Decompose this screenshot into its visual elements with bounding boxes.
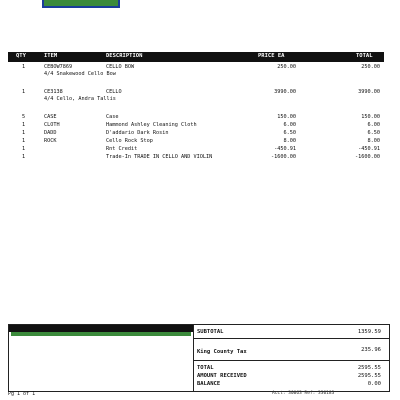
- row-item: CEBOW7869: [44, 64, 73, 70]
- row-total: 3990.00: [358, 89, 380, 95]
- table-row: [8, 145, 384, 153]
- total-value: 2595.55: [357, 365, 381, 371]
- row-description: Rnt Credit: [106, 146, 138, 152]
- row-price: -1600.00: [271, 154, 296, 160]
- store-logo-banner: [42, 0, 120, 8]
- col-item: ITEM: [44, 53, 58, 59]
- col-price-ea: PRICE EA: [258, 53, 285, 59]
- row-total: 6.50: [367, 130, 380, 136]
- tax-label: King County Tax: [197, 349, 247, 355]
- row-description: Case: [106, 114, 119, 120]
- row-price: 6.00: [283, 122, 296, 128]
- row-description: Trade-In TRADE IN CELLO AND VIOLIN: [106, 154, 213, 160]
- row-total: -1600.00: [355, 154, 380, 160]
- row-note-text: 4/4 Snakewood Cello Bow: [44, 71, 116, 77]
- row-price: 6.50: [283, 130, 296, 136]
- row-item: CLOTH: [44, 122, 60, 128]
- balance-value: 0.00: [367, 381, 381, 387]
- row-item: DADD: [44, 130, 57, 136]
- table-row: [8, 153, 384, 161]
- row-price: 250.00: [277, 64, 296, 70]
- col-total: TOTAL: [356, 53, 373, 59]
- row-qty: 1: [22, 154, 26, 160]
- amount-received-label: AMOUNT RECEIVED: [197, 373, 247, 379]
- total-label: TOTAL: [197, 365, 214, 371]
- row-note: [8, 70, 384, 78]
- amount-received-value: 2595.55: [357, 373, 381, 379]
- items-table-header: [8, 52, 384, 62]
- row-qty: 1: [22, 122, 26, 128]
- row-note-text: 4/4 Cello, Andra Tallis: [44, 96, 116, 102]
- notes-header-bar: [9, 325, 193, 332]
- row-total: 250.00: [361, 64, 380, 70]
- row-total: 6.00: [367, 122, 380, 128]
- row-item: CE3138: [44, 89, 63, 95]
- row-description: Cello Rock Stop: [106, 138, 153, 144]
- row-price: 8.00: [283, 138, 296, 144]
- row-price: -450.91: [274, 146, 296, 152]
- table-row: [8, 129, 384, 137]
- table-row: [8, 137, 384, 145]
- row-price: 150.00: [277, 114, 296, 120]
- row-description: CELLO: [106, 89, 122, 95]
- row-total: 8.00: [367, 138, 380, 144]
- notes-accent-bar: [11, 332, 191, 336]
- subtotal-value: 1359.59: [357, 329, 381, 335]
- col-description: DESCRIPTION: [106, 53, 143, 59]
- account-reference: Acct: 30063 Ref: 330183: [272, 391, 335, 396]
- row-description: D'addario Dark Rosin: [106, 130, 169, 136]
- subtotal-label: SUBTOTAL: [197, 329, 224, 335]
- table-row: [8, 113, 384, 121]
- totals-box: [8, 324, 390, 392]
- row-description: CELLO BOW: [106, 64, 135, 70]
- row-price: 3990.00: [274, 89, 296, 95]
- row-qty: 1: [22, 130, 26, 136]
- balance-label: BALANCE: [197, 381, 221, 387]
- row-description: Hammond Ashley Cleaning Cloth: [106, 122, 197, 128]
- col-qty: QTY: [16, 53, 26, 59]
- row-qty: 1: [22, 138, 26, 144]
- divider: [193, 360, 389, 361]
- row-note: [8, 95, 384, 103]
- notes-panel: [9, 325, 194, 391]
- divider: [193, 338, 389, 339]
- row-qty: 1: [22, 89, 26, 95]
- tax-value: 235.96: [361, 347, 381, 353]
- row-total: -450.91: [358, 146, 380, 152]
- row-item: ROCK: [44, 138, 57, 144]
- row-total: 150.00: [361, 114, 380, 120]
- row-qty: 1: [22, 64, 26, 70]
- row-qty: 5: [22, 114, 26, 120]
- row-item: CASE: [44, 114, 57, 120]
- table-row: [8, 121, 384, 129]
- page-number: Pg 1 of 1: [8, 391, 36, 397]
- row-qty: 1: [22, 146, 26, 152]
